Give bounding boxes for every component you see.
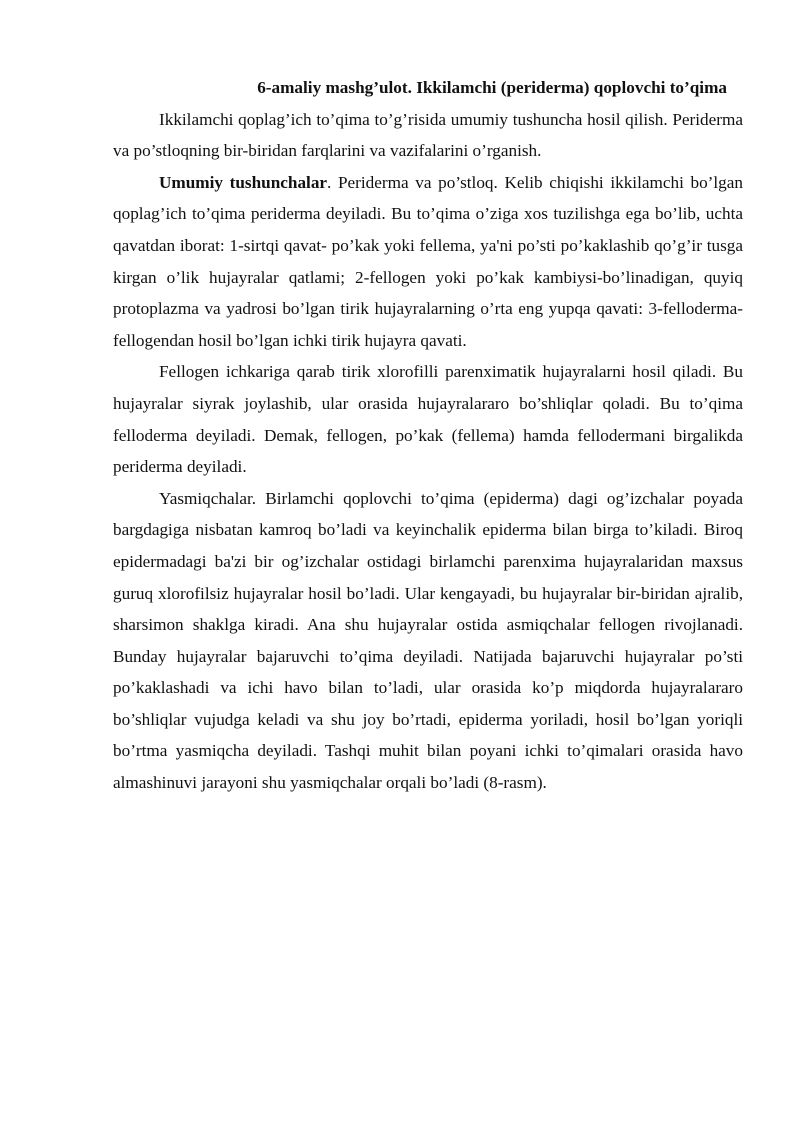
- section-heading: Umumiy tushunchalar: [159, 172, 328, 192]
- section-text: . Periderma va po’stloq. Kelib chiqishi ikkilamchi bo’lgan qoplag’ich to’qima periderma deyiladi. Bu to’qima o’ziga xos tuzilishga ega bo’lib, uchta qavatdan iborat: 1-sirtqi qavat- po’kak yoki fellema, ya'ni po’sti po’kaklashib qo’g’ir tusga kirgan o’lik hujayralar qatlami; 2-fellogen yoki po’kak kambiysi-bo’linadigan, quyiq protoplazma va yadrosi bo’lgan tirik hujayralarning o’rta eng yupqa qavati: 3-felloderma- fellogendan hosil bo’lgan ichki tirik hujayra qavati.: [113, 172, 743, 350]
- felloderma-paragraph: Fellogen ichkariga qarab tirik xlorofilli parenximatik hujayralarni hosil qiladi. Bu hujayralar siyrak joylashib, ular orasida hujayralararo bo’shliqlar qoladi. Bu to’qima felloderma deyiladi. Demak, fellogen, po’kak (fellema) hamda fellodermani birgalikda periderma deyiladi.: [113, 362, 743, 477]
- intro-paragraph: Ikkilamchi qoplag’ich to’qima to’g’risida umumiy tushuncha hosil qilish. Periderma va po’stloqning bir-biridan farqlarini va vazifalarini o’rganish.: [113, 109, 743, 161]
- document-page: [113, 72, 743, 799]
- general-concepts-paragraph: [113, 167, 743, 357]
- document-title: 6-amaliy mashg’ulot. Ikkilamchi (periderma) qoplovchi to’qima: [257, 78, 727, 97]
- yasmiqchalar-paragraph: Yasmiqchalar. Birlamchi qoplovchi to’qima (epiderma) dagi og’izchalar poyada bargdagiga nisbatan kamroq bo’ladi va keyinchalik epiderma bilan birga to’kiladi. Biroq epidermadagi ba'zi bir og’izchalar ostidagi birlamchi parenxima hujayralaridan maxsus guruq xlorofilsiz hujayralar hosil bo’ladi. Ular kengayadi, bu hujayralar bir-biridan ajralib, sharsimon shaklga kiradi. Ana shu hujayralar ostida asmiqchalar fellogen rivojlanadi. Bunday hujayralar bajaruvchi to’qima deyiladi. Natijada bajaruvchi hujayralar po’sti po’kaklashadi va ichi havo bilan to’ladi, ular orasida ko’p miqdorda hujayralararo bo’shliqlar vujudga keladi va shu joy bo’rtadi, epiderma yoriladi, hosil bo’lgan yoriqli bo’rtma yasmiqcha deyiladi. Tashqi muhit bilan poyani ichki to’qimalari orasida havo almashinuvi jarayoni shu yasmiqchalar orqali bo’ladi (8-rasm).: [113, 488, 743, 793]
